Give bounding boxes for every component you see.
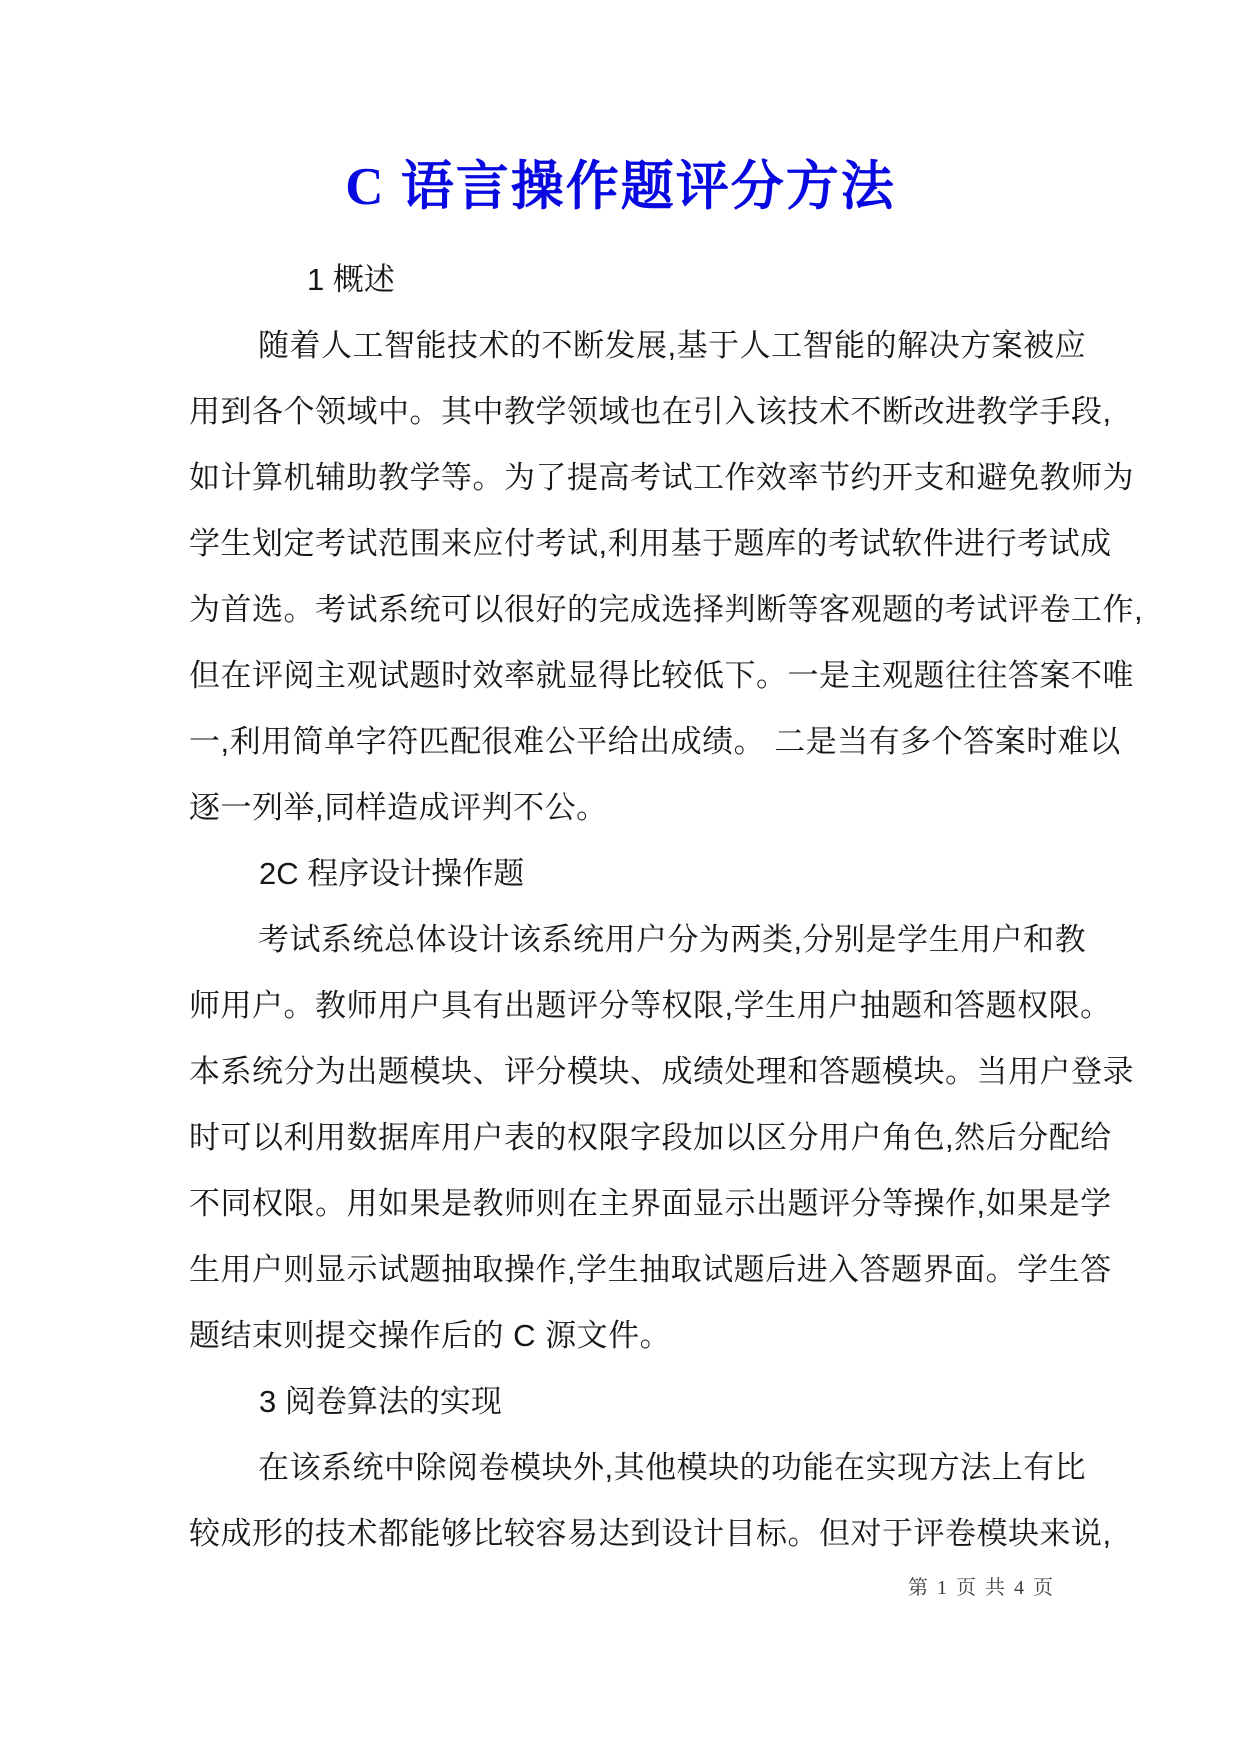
paragraph-line: 师用户。教师用户具有出题评分等权限,学生用户抽题和答题权限。 <box>189 988 1112 1023</box>
paragraph-line: 在该系统中除阅卷模块外,其他模块的功能在实现方法上有比 <box>258 1450 1087 1485</box>
paragraph-line: 考试系统总体设计该系统用户分为两类,分别是学生用户和教 <box>258 922 1087 957</box>
page-number-footer: 第 1 页 共 4 页 <box>908 1577 1055 1599</box>
paragraph-line: 时可以利用数据库用户表的权限字段加以区分用户角色,然后分配给 <box>189 1120 1112 1155</box>
section-heading: 3 阅卷算法的实现 <box>259 1384 502 1419</box>
paragraph-line: 较成形的技术都能够比较容易达到设计目标。但对于评卷模块来说, <box>189 1516 1112 1551</box>
document-body <box>0 247 1144 1567</box>
paragraph-line: 一,利用简单字符匹配很难公平给出成绩。 二是当有多个答案时难以 <box>189 724 1121 759</box>
paragraph-line: 用到各个领域中。其中教学领域也在引入该技术不断改进教学手段, <box>189 394 1112 429</box>
paragraph-line: 逐一列举,同样造成评判不公。 <box>189 790 608 825</box>
paragraph-line: 不同权限。用如果是教师则在主界面显示出题评分等操作,如果是学 <box>189 1186 1112 1221</box>
section-heading: 1 概述 <box>307 262 395 297</box>
paragraph-line: 题结束则提交操作后的 C 源文件。 <box>189 1318 672 1353</box>
paragraph-line: 为首选。考试系统可以很好的完成选择判断等客观题的考试评卷工作, <box>189 592 1144 627</box>
paragraph-line: 本系统分为出题模块、评分模块、成绩处理和答题模块。当用户登录 <box>189 1054 1134 1089</box>
paragraph-line: 随着人工智能技术的不断发展,基于人工智能的解决方案被应 <box>258 328 1087 363</box>
section-heading: 2C 程序设计操作题 <box>259 856 525 891</box>
document-title: C 语言操作题评分方法 <box>345 158 896 216</box>
paragraph-line: 学生划定考试范围来应付考试,利用基于题库的考试软件进行考试成 <box>189 526 1112 561</box>
paragraph-line: 如计算机辅助教学等。为了提高考试工作效率节约开支和避免教师为 <box>189 460 1134 495</box>
paragraph-line: 生用户则显示试题抽取操作,学生抽取试题后进入答题界面。学生答 <box>189 1252 1112 1287</box>
paragraph-line: 但在评阅主观试题时效率就显得比较低下。一是主观题往往答案不唯 <box>189 658 1134 693</box>
